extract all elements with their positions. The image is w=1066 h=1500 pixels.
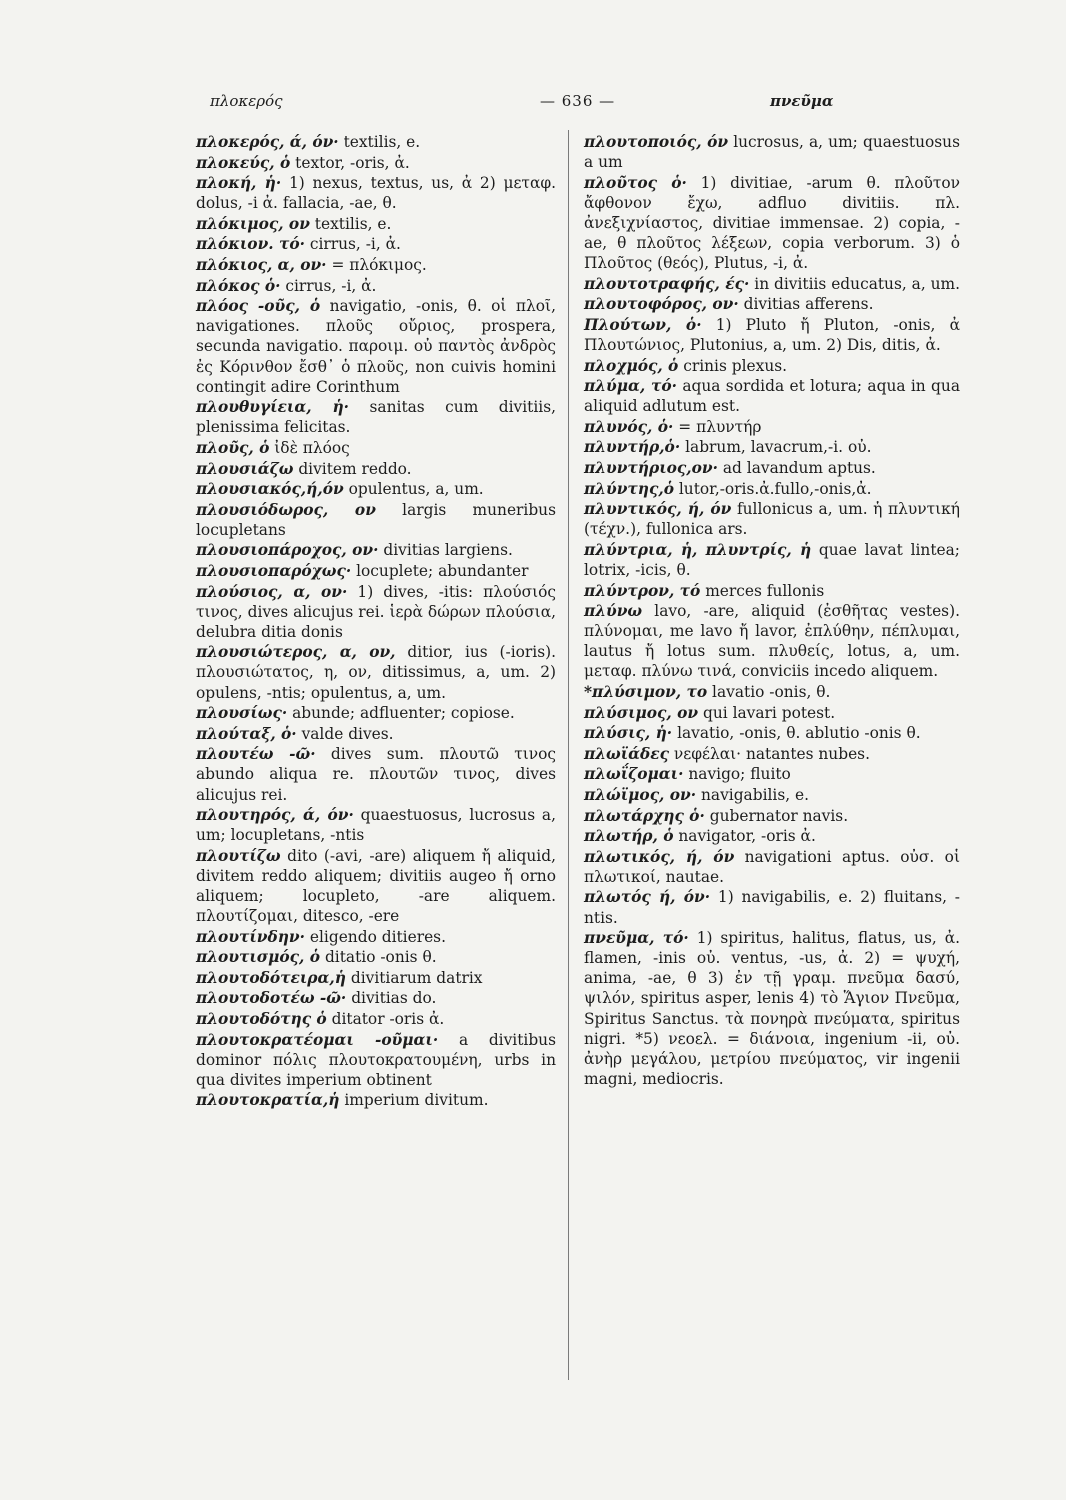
entry-definition: 1) divitiae, -arum θ. πλοῦτον ἄφθονον ἔχω, adfluo divitiis. πλ. ἀνεξιχνίαστος, divitiae immensae. 2) copia, -ae, θ πλοῦτος λέξεων, copia verborum. 3) ὁ Πλοῦτος (θεός), Plutus, -i, ἀ. (584, 173, 960, 273)
left-column (196, 132, 556, 1111)
entry-definition: divitias largiens. (383, 541, 513, 560)
dictionary-entry (584, 601, 960, 681)
entry-lemma: πλουτοφόρος, ον· (584, 295, 739, 314)
entry-lemma: πλωτήρ, ὁ (584, 827, 674, 846)
dictionary-entry (196, 153, 556, 173)
column-divider (568, 130, 569, 1380)
entry-definition: quaestuosus, lucrosus a, um; locupletans, -ntis (196, 806, 556, 845)
entry-definition: sanitas cum divitiis, plenissima felicitas. (196, 398, 556, 437)
dictionary-entry (196, 500, 556, 540)
dictionary-entry (584, 540, 960, 580)
page-number: — 636 — (540, 92, 616, 110)
dictionary-entry (584, 437, 960, 457)
entry-lemma: πλουσιοπάροχος, ον· (196, 541, 379, 560)
dictionary-entry (584, 173, 960, 273)
dictionary-entry (196, 642, 556, 702)
entry-lemma: πλυντήρ,ὁ· (584, 438, 681, 457)
entry-lemma: πλόκιος, α, ον· (196, 256, 327, 275)
entry-lemma: πλούσιος, α, ον· (196, 582, 348, 601)
dictionary-entry (584, 887, 960, 927)
entry-definition: 1) nexus, textus, us, ἀ 2) μεταφ. dolus, -i ἀ. fallacia, -ae, θ. (196, 174, 557, 213)
entry-lemma: πλοῦτος ὁ· (584, 173, 687, 192)
entry-definition: 1) dives, -itis: πλούσιός τινος, dives alicujus rei. ἱερὰ δώρων πλούσια, delubra ditia donis (196, 582, 556, 641)
header-left-guide-word: πλοκερός (210, 92, 283, 110)
entry-definition: navigator, -oris ἀ. (678, 827, 816, 846)
entry-lemma: πλουτοδότειρα,ἡ (196, 968, 346, 987)
dictionary-entry (196, 805, 556, 845)
entry-definition: cirrus, -i, ἀ. (285, 276, 377, 295)
entry-definition: 1) navigabilis, e. 2) fluitans, -ntis. (584, 888, 960, 927)
entry-definition: = πλυντήρ (678, 417, 762, 436)
entry-definition: labrum, lavacrum,-i. οὐ. (685, 438, 872, 457)
entry-definition: cirrus, -i, ἀ. (309, 235, 401, 254)
entry-lemma: πλόκος ὁ· (196, 276, 281, 295)
entry-definition: gubernator navis. (709, 806, 849, 825)
entry-definition: divitiarum datrix (350, 968, 483, 987)
dictionary-entry (196, 397, 556, 437)
dictionary-entry (196, 724, 556, 744)
header-right-guide-word: πνεῦμα (770, 92, 834, 110)
dictionary-entry (196, 1030, 556, 1090)
entry-definition: textor, -oris, ἀ. (295, 153, 410, 172)
dictionary-entry (196, 438, 556, 458)
dictionary-entry (196, 988, 556, 1008)
entry-definition: 1) Pluto ἤ Pluton, -onis, ἀ Πλουτώνιος, Plutonius, a, um. 2) Dis, ditis, ἀ. (584, 315, 960, 354)
right-column (584, 132, 960, 1089)
entry-definition: ditator -oris ἀ. (331, 1010, 445, 1029)
entry-lemma: πλουσίως· (196, 704, 288, 723)
entry-lemma: πλωτάρχης ὁ· (584, 806, 705, 825)
entry-definition: qui lavari potest. (703, 703, 836, 722)
entry-lemma: πλυνός, ὁ· (584, 417, 674, 436)
dictionary-entry (584, 356, 960, 376)
entry-lemma: πλοκή, ἡ· (196, 174, 282, 193)
dictionary-entry (584, 847, 960, 887)
entry-lemma: πλυντικός, ή, όν (584, 500, 732, 519)
entry-lemma: πλούταξ, ὁ· (196, 724, 297, 743)
dictionary-entry (584, 928, 960, 1089)
entry-definition: ditior, ius (-ioris). πλουσιώτατος, η, ον, ditissimus, a, um. 2) opulens, -ntis; opulentus, a, um. (196, 643, 556, 702)
entry-lemma: πλοκεύς, ὁ (196, 153, 291, 172)
entry-definition: dives sum. πλουτῶ τινος abundo aliqua re. πλουτῶν τινος, dives alicujus rei. (196, 745, 556, 804)
entry-definition: ἰδὲ πλόος (274, 438, 350, 457)
dictionary-entry (196, 927, 556, 947)
dictionary-entry (584, 315, 960, 355)
dictionary-entry (196, 1009, 556, 1029)
dictionary-entry (196, 173, 556, 213)
entry-lemma: Πλούτων, ὁ· (584, 315, 702, 334)
dictionary-entry (584, 703, 960, 723)
entry-definition: 1) spiritus, halitus, flatus, us, ἀ. flamen, -inis οὐ. ventus, -us, ἀ. 2) = ψυχή, anima, -ae, θ 3) ἐν τῇ γραμ. πνεῦμα δασύ, ψιλόν, spiritus asper, lenis 4) τὸ Ἅγιον Πνεῦμα, Spiritus Sanctus. τὰ πονηρὰ πνεύματα, spiritus nigri. *5) νεοελ. = διάνοια, ingenium -ii, οὐ. ἀνὴρ μεγάλου, μετρίου πνεύματος, vir ingenii magni, mediocris. (584, 929, 960, 1088)
entry-lemma: πλωΐζομαι· (584, 765, 684, 784)
dictionary-entry (196, 214, 556, 234)
dictionary-entry (584, 132, 960, 172)
entry-definition: divitias afferens. (743, 295, 874, 314)
entry-definition: navigationi aptus. οὐσ. οἱ πλωτικοί, nautae. (584, 847, 960, 886)
entry-definition: lavo, -are, aliquid (ἐσθῆτας vestes). πλύνομαι, me lavo ἤ lavor, ἐπλύθην, πέπλυμαι, lautus ἤ lotus sum. πλυθείς, lotus, a, um. μεταφ. πλύνω τινά, conviciis incedo aliquem. (584, 602, 960, 681)
entry-definition: largis muneribus locupletans (196, 500, 556, 539)
entry-lemma: πλουτίνδην· (196, 927, 305, 946)
dictionary-entry (196, 255, 556, 275)
dictionary-entry (584, 723, 960, 743)
dictionary-entry (584, 764, 960, 784)
entry-lemma: πλύνω (584, 602, 643, 621)
entry-definition: lavatio, -onis, θ. ablutio -onis θ. (677, 724, 921, 743)
entry-lemma: πλύσιμος, ον (584, 703, 699, 722)
entry-definition: crinis plexus. (683, 356, 788, 375)
entry-lemma: πλουτοκρατία,ἡ (196, 1091, 340, 1110)
dictionary-entry (196, 132, 556, 152)
entry-lemma: πλόος -οῦς, ὁ (196, 297, 321, 316)
entry-lemma: πλουσιάζω (196, 459, 294, 478)
entry-definition: lucrosus, a, um; quaestuosus a um (584, 133, 960, 172)
entry-lemma: πλουτισμός, ὁ (196, 948, 321, 967)
dictionary-entry (584, 479, 960, 499)
entry-lemma: πλουτοδοτέω -ῶ· (196, 989, 347, 1008)
entry-lemma: πλουθυγίεια, ἡ· (196, 398, 350, 417)
entry-lemma: πλουτέω -ῶ· (196, 745, 316, 764)
entry-lemma: πνεῦμα, τό· (584, 929, 689, 948)
entry-definition: divitem reddo. (298, 459, 412, 478)
entry-definition: navigo; fluito (688, 765, 791, 784)
entry-lemma: πλύσις, ἡ· (584, 724, 673, 743)
entry-lemma: πλωτικός, ή, όν (584, 847, 735, 866)
dictionary-entry (196, 234, 556, 254)
dictionary-entry (196, 479, 556, 499)
dictionary-entry (584, 806, 960, 826)
entry-definition: merces fullonis (705, 581, 825, 600)
dictionary-entry (196, 561, 556, 581)
entry-definition: textilis, e. (314, 214, 392, 233)
dictionary-entry (584, 826, 960, 846)
entry-lemma: πλόκιον. τό· (196, 235, 305, 254)
entry-definition: aqua sordida et lotura; aqua in qua aliquid adlutum est. (584, 377, 960, 416)
page-header (210, 92, 900, 122)
entry-definition: νεφέλαι· natantes nubes. (673, 744, 870, 763)
entry-definition: divitias do. (351, 989, 437, 1008)
dictionary-entry (584, 581, 960, 601)
entry-lemma: πλουσιοπαρόχως· (196, 561, 352, 580)
entry-definition: eligendo ditieres. (309, 927, 446, 946)
entry-lemma: πλώϊμος, ον· (584, 786, 697, 804)
entry-definition: quae lavat lintea; lotrix, -icis, θ. (584, 540, 960, 579)
dictionary-entry (584, 417, 960, 437)
dictionary-entry (584, 785, 960, 805)
dictionary-entry (584, 682, 960, 702)
dictionary-entry (196, 582, 556, 642)
dictionary-entry (196, 744, 556, 804)
entry-lemma: πλύμα, τό· (584, 377, 677, 396)
entry-lemma: πλουσιώτερος, α, ον, (196, 643, 396, 662)
entry-definition: dito (-avi, -are) aliquem ἤ aliquid, divitem reddo aliquem; divitiis augeo ἤ orno aliquem; locupleto, -are aliquem. πλουτίζομαι, ditesco, -ere (196, 846, 556, 926)
entry-definition: textilis, e. (343, 133, 421, 151)
entry-definition: ditatio -onis θ. (324, 948, 437, 967)
entry-definition: opulentus, a, um. (348, 480, 484, 499)
dictionary-entry (196, 947, 556, 967)
entry-definition: a divitibus dominor πόλις πλουτοκρατουμένη, urbs in qua divites imperium obtinent (196, 1030, 556, 1089)
entry-definition: locuplete; abundanter (356, 561, 529, 580)
entry-definition: ad lavandum aptus. (722, 459, 876, 477)
entry-definition: lutor,-oris.ἀ.fullo,-onis,ἀ. (678, 479, 872, 498)
dictionary-entry (584, 294, 960, 314)
entry-lemma: πλυντήριος,ον· (584, 459, 718, 477)
entry-lemma: πλωτός ή, όν· (584, 888, 711, 907)
entry-definition: navigabilis, e. (700, 786, 810, 804)
entry-lemma: πλοῦς, ὁ (196, 438, 270, 457)
entry-lemma: πλοχμός, ὁ (584, 356, 679, 375)
entry-lemma: πλουτηρός, ά, όν· (196, 806, 354, 825)
entry-lemma: πλοκερός, ά, όν· (196, 133, 339, 151)
dictionary-entry (584, 458, 960, 478)
entry-lemma: *πλύσιμον, το (584, 683, 708, 702)
entry-definition: valde dives. (301, 724, 394, 743)
entry-lemma: πλουτοτραφής, ές· (584, 274, 750, 293)
entry-lemma: πλύντρια, ἡ, πλυντρίς, ἡ (584, 540, 812, 559)
entry-definition: lavatio -onis, θ. (712, 683, 831, 702)
entry-lemma: πλουτοδότης ὁ (196, 1010, 327, 1029)
entry-definition: abunde; adfluenter; copiose. (292, 704, 515, 723)
dictionary-entry (584, 274, 960, 294)
entry-definition: in divitiis educatus, a, um. (754, 274, 961, 293)
entry-definition: imperium divitum. (344, 1091, 489, 1110)
entry-lemma: πλουτοποιός, όν (584, 133, 729, 151)
dictionary-entry (584, 376, 960, 416)
entry-lemma: πλύντρον, τό (584, 581, 701, 600)
entry-lemma: πλουτοκρατέομαι -οῦμαι· (196, 1030, 439, 1049)
entry-lemma: πλουτίζω (196, 846, 281, 865)
entry-lemma: πλωϊάδες (584, 744, 669, 763)
entry-definition: = πλόκιμος. (331, 256, 427, 275)
dictionary-entry (196, 1090, 556, 1110)
entry-definition: navigatio, -onis, θ. οἱ πλοῖ, navigationes. πλοῦς οὔριος, prospera, secunda navigatio. παροιμ. οὐ παντὸς ἀνδρὸς ἐς Κόρινθον ἔσθ᾽ ὁ πλοῦς, non cuivis homini contingit adire Corinthum (196, 297, 556, 396)
entry-lemma: πλύντης,ὁ (584, 479, 674, 498)
entry-lemma: πλουσιόδωρος, ον (196, 500, 376, 519)
entry-lemma: πλόκιμος, ον (196, 214, 310, 233)
dictionary-entry (196, 846, 556, 926)
dictionary-entry (196, 968, 556, 988)
dictionary-entry (584, 499, 960, 539)
dictionary-entry (196, 540, 556, 560)
dictionary-entry (196, 459, 556, 479)
entry-definition: fullonicus a, um. ἡ πλυντική (τέχν.), fullonica ars. (584, 500, 960, 539)
entry-lemma: πλουσιακός,ή,όν (196, 480, 344, 499)
dictionary-entry (196, 296, 556, 396)
dictionary-entry (584, 744, 960, 764)
dictionary-entry (196, 276, 556, 296)
dictionary-entry (196, 703, 556, 723)
